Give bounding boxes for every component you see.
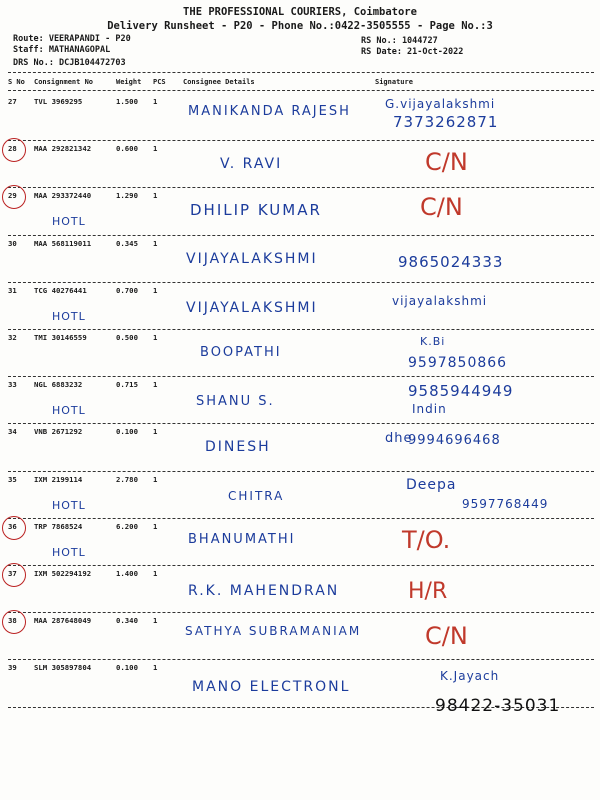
row-weight: 1.400 bbox=[116, 569, 138, 578]
row-weight: 0.100 bbox=[116, 663, 138, 673]
signature-entry: C/N bbox=[425, 622, 468, 651]
table-row bbox=[0, 427, 600, 474]
row-weight: 0.700 bbox=[116, 285, 138, 295]
table-row bbox=[0, 286, 600, 333]
signature-entry: T/O. bbox=[402, 525, 451, 554]
consignment-number: TMI 30146559 bbox=[34, 333, 87, 342]
column-weight: Weight bbox=[116, 78, 142, 86]
row-weight: 0.340 bbox=[116, 616, 138, 626]
consignee-name: VIJAYALAKSHMI bbox=[186, 250, 318, 267]
row-separator bbox=[8, 235, 594, 236]
row-sno: 39 bbox=[8, 663, 17, 673]
table-row bbox=[0, 380, 600, 427]
row-weight: 1.500 bbox=[116, 97, 138, 106]
row-weight: 2.780 bbox=[116, 474, 138, 484]
row-separator bbox=[8, 329, 594, 330]
row-separator bbox=[8, 187, 594, 188]
consignment-number: IXM 502294192 bbox=[34, 569, 92, 578]
row-sno: 28 bbox=[8, 144, 17, 154]
table-row bbox=[0, 569, 600, 616]
row-pcs: 1 bbox=[153, 285, 158, 295]
column-consignee: Consignee Details bbox=[183, 78, 255, 86]
row-pcs: 1 bbox=[153, 191, 158, 201]
column-sno: S No bbox=[8, 78, 25, 86]
signature-phone: 9597850866 bbox=[408, 355, 508, 371]
consignment-number: NGL 6883232 bbox=[34, 380, 83, 390]
row-note: HOTL bbox=[52, 215, 86, 229]
signature-entry: G.vijayalakshmi bbox=[385, 97, 496, 111]
consignment-number: MAA 293372440 bbox=[34, 191, 92, 201]
signature-entry: C/N bbox=[420, 193, 463, 222]
column-consignment: Consignment No bbox=[34, 78, 94, 86]
row-weight: 0.600 bbox=[116, 144, 138, 154]
header-bottom-rule bbox=[8, 90, 594, 91]
row-circle-mark bbox=[2, 610, 26, 634]
row-pcs: 1 bbox=[153, 616, 158, 626]
table-row bbox=[0, 191, 600, 238]
consignment-number: SLM 305897804 bbox=[34, 663, 92, 673]
runsheet-title: THE PROFESSIONAL COURIERS, Coimbatore bbox=[183, 6, 417, 18]
signature-entry: C/N bbox=[425, 148, 468, 177]
rs-date: RS Date: 21-Oct-2022 bbox=[361, 47, 464, 57]
row-weight: 0.500 bbox=[116, 333, 138, 342]
row-circle-mark bbox=[2, 185, 26, 209]
row-separator bbox=[8, 376, 594, 377]
row-sno: 37 bbox=[8, 569, 17, 578]
staff-label: Staff: MATHANAGOPAL bbox=[13, 45, 111, 55]
runsheet-subtitle: Delivery Runsheet - P20 - Phone No.:0422-3505555 - Page No.:3 bbox=[107, 20, 493, 32]
table-row bbox=[0, 333, 600, 380]
table-row bbox=[0, 97, 600, 144]
consignee-name: MANO ELECTRONL bbox=[192, 679, 351, 696]
row-note: HOTL bbox=[52, 309, 86, 323]
rs-number: RS No.: 1044727 bbox=[361, 36, 438, 46]
row-separator bbox=[8, 140, 594, 141]
row-pcs: 1 bbox=[153, 144, 158, 154]
row-sno: 27 bbox=[8, 97, 17, 106]
row-pcs: 1 bbox=[153, 238, 158, 248]
consignment-number: TRP 7868524 bbox=[34, 521, 83, 531]
row-sno: 30 bbox=[8, 238, 17, 248]
row-pcs: 1 bbox=[153, 521, 158, 531]
consignment-number: VNB 2671292 bbox=[34, 427, 83, 437]
row-pcs: 1 bbox=[153, 474, 158, 484]
row-separator bbox=[8, 471, 594, 472]
consignee-name: BOOPATHI bbox=[200, 345, 282, 360]
signature-entry: 9865024333 bbox=[398, 252, 504, 271]
signature-phone: 9597768449 bbox=[462, 496, 549, 511]
consignee-name: DHILIP KUMAR bbox=[190, 201, 322, 220]
drs-number: DRS No.: DCJB104472703 bbox=[13, 58, 126, 68]
table-row bbox=[0, 239, 600, 286]
consignee-name: SHANU S. bbox=[196, 394, 275, 410]
consignment-number: MAA 568119011 bbox=[34, 238, 92, 248]
consignment-number: MAA 292821342 bbox=[34, 144, 92, 154]
row-pcs: 1 bbox=[153, 663, 158, 673]
row-weight: 6.200 bbox=[116, 521, 138, 531]
row-note: HOTL bbox=[52, 404, 86, 418]
consignee-name: CHITRA bbox=[228, 488, 285, 503]
row-sno: 31 bbox=[8, 285, 17, 295]
table-row bbox=[0, 616, 600, 663]
table-row bbox=[0, 475, 600, 522]
consignee-name: MANIKANDA RAJESH bbox=[188, 104, 351, 119]
row-pcs: 1 bbox=[153, 380, 158, 390]
row-separator bbox=[8, 612, 594, 613]
column-signature: Signature bbox=[375, 78, 413, 86]
consignment-number: TCG 40276441 bbox=[34, 285, 87, 295]
row-circle-mark bbox=[2, 138, 26, 162]
row-sno: 36 bbox=[8, 521, 17, 531]
row-sno: 33 bbox=[8, 380, 17, 390]
signature-entry: K.Jayach bbox=[440, 669, 500, 684]
consignee-name: VIJAYALAKSHMI bbox=[186, 299, 318, 316]
row-sno: 38 bbox=[8, 616, 17, 626]
row-circle-mark bbox=[2, 516, 26, 540]
signature-entry: 9585944949 bbox=[408, 382, 514, 401]
signature-entry: H/R bbox=[408, 579, 448, 604]
row-weight: 0.100 bbox=[116, 427, 138, 437]
signature-phone: 9994696468 bbox=[408, 433, 501, 449]
signature-phone: 7373262871 bbox=[393, 113, 499, 131]
row-pcs: 1 bbox=[153, 97, 158, 106]
row-weight: 1.290 bbox=[116, 191, 138, 201]
signature-entry: dhe bbox=[385, 431, 413, 447]
consignee-name: DINESH bbox=[205, 439, 271, 456]
row-sno: 34 bbox=[8, 427, 17, 437]
column-pcs: PCS bbox=[153, 78, 166, 86]
consignee-name: BHANUMATHI bbox=[188, 531, 296, 547]
row-separator bbox=[8, 282, 594, 283]
row-weight: 0.715 bbox=[116, 380, 138, 390]
signature-phone: Indin bbox=[412, 402, 447, 417]
row-separator bbox=[8, 659, 594, 660]
signature-entry: K.Bi bbox=[420, 335, 446, 348]
row-note: HOTL bbox=[52, 545, 86, 559]
row-sno: 32 bbox=[8, 333, 17, 342]
consignee-name: V. RAVI bbox=[220, 156, 283, 173]
row-separator bbox=[8, 423, 594, 424]
row-weight: 0.345 bbox=[116, 238, 138, 248]
row-pcs: 1 bbox=[153, 427, 158, 437]
row-note: HOTL bbox=[52, 498, 86, 512]
row-pcs: 1 bbox=[153, 333, 158, 342]
consignment-number: MAA 287648049 bbox=[34, 616, 92, 626]
row-circle-mark bbox=[2, 563, 26, 587]
row-pcs: 1 bbox=[153, 569, 158, 578]
consignment-number: TVL 3969295 bbox=[34, 97, 83, 106]
table-row bbox=[0, 522, 600, 569]
row-sno: 29 bbox=[8, 191, 17, 201]
footer-phone-note: 98422-35031 bbox=[435, 696, 561, 716]
route-label: Route: VEERAPANDI - P20 bbox=[13, 34, 131, 44]
row-separator bbox=[8, 565, 594, 566]
signature-entry: Deepa bbox=[406, 476, 457, 493]
consignee-name: R.K. MAHENDRAN bbox=[188, 583, 340, 599]
row-separator bbox=[8, 518, 594, 519]
row-sno: 35 bbox=[8, 474, 17, 484]
header-top-rule bbox=[8, 72, 594, 73]
signature-entry: vijayalakshmi bbox=[392, 293, 488, 308]
consignment-number: IXM 2199114 bbox=[34, 474, 83, 484]
consignee-name: SATHYA SUBRAMANIAM bbox=[185, 624, 362, 639]
table-row bbox=[0, 144, 600, 191]
